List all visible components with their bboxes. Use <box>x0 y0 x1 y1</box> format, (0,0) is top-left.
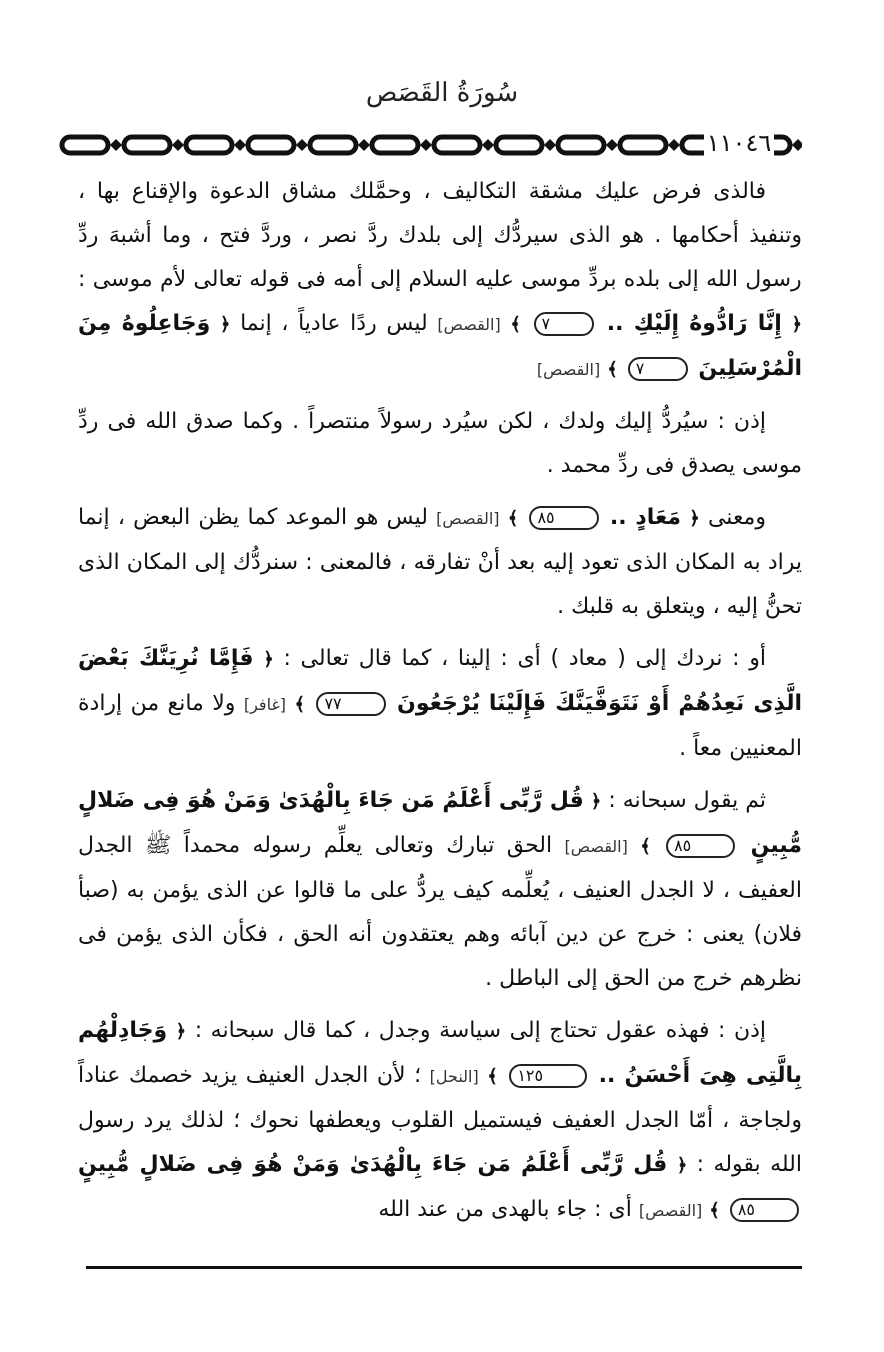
diamond-ornament <box>792 139 802 151</box>
ornate-bracket: ﴿ <box>263 649 274 670</box>
ornate-bracket: ﴿ <box>175 1021 187 1042</box>
ayah-number: ٨٥ <box>730 1198 799 1222</box>
ornate-bracket: ﴿ <box>219 314 231 335</box>
paragraph <box>78 779 802 1001</box>
ornate-bracket: ﴾ <box>607 359 618 380</box>
ornate-bracket: ﴿ <box>676 1155 688 1176</box>
body-text-run: إذن : فهذه عقول تحتاج إلى سياسة وجدل ، كما قال سبحانه : <box>186 1018 767 1043</box>
chain-link <box>310 137 356 153</box>
body-text-run: فالذى فرض عليك مشقة التكاليف ، وحمَّلك مشاق الدعوة والإقناع بها ، وتنفيذ أحكامها . هو الذى سيردُّك إلى بلدك ردَّ نصر ، وردَّ فتح ، وما أشبهَ ردِّ رسول الله إلى بلده بردِّ موسى عليه السلام إلى أمه فى قوله تعالى لأم موسى : <box>78 179 802 292</box>
chain-link <box>62 137 108 153</box>
diamond-ornament <box>606 139 618 151</box>
ornate-bracket: ﴾ <box>507 508 519 529</box>
chain-link <box>558 137 604 153</box>
ayah-number: ٧٧ <box>316 692 385 716</box>
body-text-run: ثم يقول سبحانه : <box>601 788 766 813</box>
sura-reference: [القصص] <box>436 509 500 528</box>
ornate-bracket: ﴿ <box>689 508 700 529</box>
ayah-number: ١٢٥ <box>509 1064 587 1088</box>
body-text-run: أى : جاء بالهدى من عند الله <box>378 1197 632 1222</box>
page-number: ١١٠٤٦ <box>704 126 774 160</box>
quran-verse: قُل رَّبِّى أَعْلَمُ مَن جَاءَ بِالْهُدَىٰ وَمَنْ هُوَ فِى ضَلالٍ مُّبِينٍ <box>78 1152 668 1177</box>
chain-link <box>496 137 542 153</box>
ayah-number: ٨٥ <box>529 506 598 530</box>
sura-reference: [القصص] <box>437 315 501 334</box>
footer-divider <box>86 1266 802 1269</box>
diamond-ornament <box>420 139 432 151</box>
chain-link <box>620 137 666 153</box>
ornate-bracket: ﴿ <box>791 314 802 335</box>
sura-reference: [القصص] <box>564 837 628 856</box>
sura-title: سُورَةُ القَصَص <box>365 78 519 108</box>
ayah-number: ٧ <box>534 312 595 336</box>
diamond-ornament <box>668 139 680 151</box>
body-text-run: أو : نردك إلى ( معاد ) أى : إلينا ، كما قال تعالى : <box>273 646 767 671</box>
diamond-ornament <box>110 139 122 151</box>
ornate-bracket: ﴾ <box>294 694 306 715</box>
chain-link <box>372 137 418 153</box>
decorative-border <box>58 128 802 162</box>
paragraph <box>78 1009 802 1233</box>
sura-reference: [غافر] <box>243 695 287 714</box>
ayah-number: ٧ <box>628 357 689 381</box>
body-text <box>78 170 802 1241</box>
body-text-run: إذن : سيُردُّ إليك ولدك ، لكن سيُرد رسولاً منتصراً . وكما صدق الله فى ردِّ موسى يصدق فى ردِّ محمد . <box>78 409 802 478</box>
diamond-ornament <box>358 139 370 151</box>
paragraph <box>78 637 802 771</box>
chain-link <box>434 137 480 153</box>
paragraph <box>78 496 802 629</box>
chain-link <box>124 137 170 153</box>
body-text-run: ؛ لأن الجدل العنيف يزيد خصمك عناداً ولجاجة ، أمّا الجدل العفيف فيستميل القلوب ويعطفها نحوك ؛ لذلك يرد رسول الله بقوله : <box>78 1063 802 1177</box>
ornate-bracket: ﴾ <box>510 314 521 335</box>
quran-verse: وَجَادِلْهُم بِالَّتِى هِىَ أَحْسَنُ .. <box>78 1018 803 1088</box>
ornate-bracket: ﴾ <box>709 1200 720 1221</box>
ornate-bracket: ﴾ <box>640 836 651 857</box>
quran-verse: قُل رَّبِّى أَعْلَمُ مَن جَاءَ بِالْهُدَىٰ وَمَنْ هُوَ فِى ضَلالٍ مُّبِينٍ <box>78 788 802 858</box>
ornate-bracket: ﴿ <box>590 791 602 812</box>
paragraph <box>78 400 802 488</box>
diamond-ornament <box>482 139 494 151</box>
ayah-number: ٨٥ <box>666 834 735 858</box>
body-text-run: الحق تبارك وتعالى يعلِّم رسوله محمداً ﷺ الجدل العفيف ، لا الجدل العنيف ، يُعلِّمه كيف يردُّ على ما قالوا عن الذى يؤمن به (صبأ فلان) يعنى : خرج عن دين آبائه وهم يعتقدون أنه الحق ، فكأن الذى يؤمن فى نظرهم خرج من الحق إلى الباطل . <box>78 833 802 991</box>
sura-reference: [النحل] <box>429 1067 479 1086</box>
sura-reference: [القصص] <box>638 1201 703 1220</box>
ornate-bracket: ﴾ <box>487 1066 498 1087</box>
diamond-ornament <box>296 139 308 151</box>
quran-verse: فَإِمَّا نُرِيَنَّكَ بَعْضَ الَّذِى نَعِدُهُمْ أَوْ نَتَوَفَّيَنَّكَ فَإِلَيْنَا يُرْجَعُونَ <box>78 646 803 716</box>
quran-verse: مَعَادٍ .. <box>609 505 682 530</box>
quran-verse: إِنَّا رَادُّوهُ إِلَيْكِ .. <box>606 311 782 336</box>
paragraph <box>78 170 802 392</box>
sura-reference: [القصص] <box>536 360 601 379</box>
body-text-run: ومعنى <box>699 505 766 530</box>
chain-link <box>248 137 294 153</box>
diamond-ornament <box>172 139 184 151</box>
diamond-ornament <box>544 139 556 151</box>
diamond-ornament <box>234 139 246 151</box>
body-text-run: ليس ردًا عادياً ، إنما <box>230 311 428 336</box>
chain-ornament-icon <box>58 128 802 162</box>
chain-link <box>186 137 232 153</box>
body-text-run: ولا مانع من إرادة المعنيين معاً . <box>78 691 802 761</box>
quran-verse: وَجَاعِلُوهُ مِنَ الْمُرْسَلِينَ <box>78 311 802 381</box>
body-text-run: ليس هو الموعد كما يظن البعض ، إنما يراد به المكان الذى تعود إليه بعد أنْ تفارقه ، فالمعنى : سنردُّك إلى المكان الذى تحنُّ إليه ، ويتعلق به قلبك . <box>78 505 802 619</box>
